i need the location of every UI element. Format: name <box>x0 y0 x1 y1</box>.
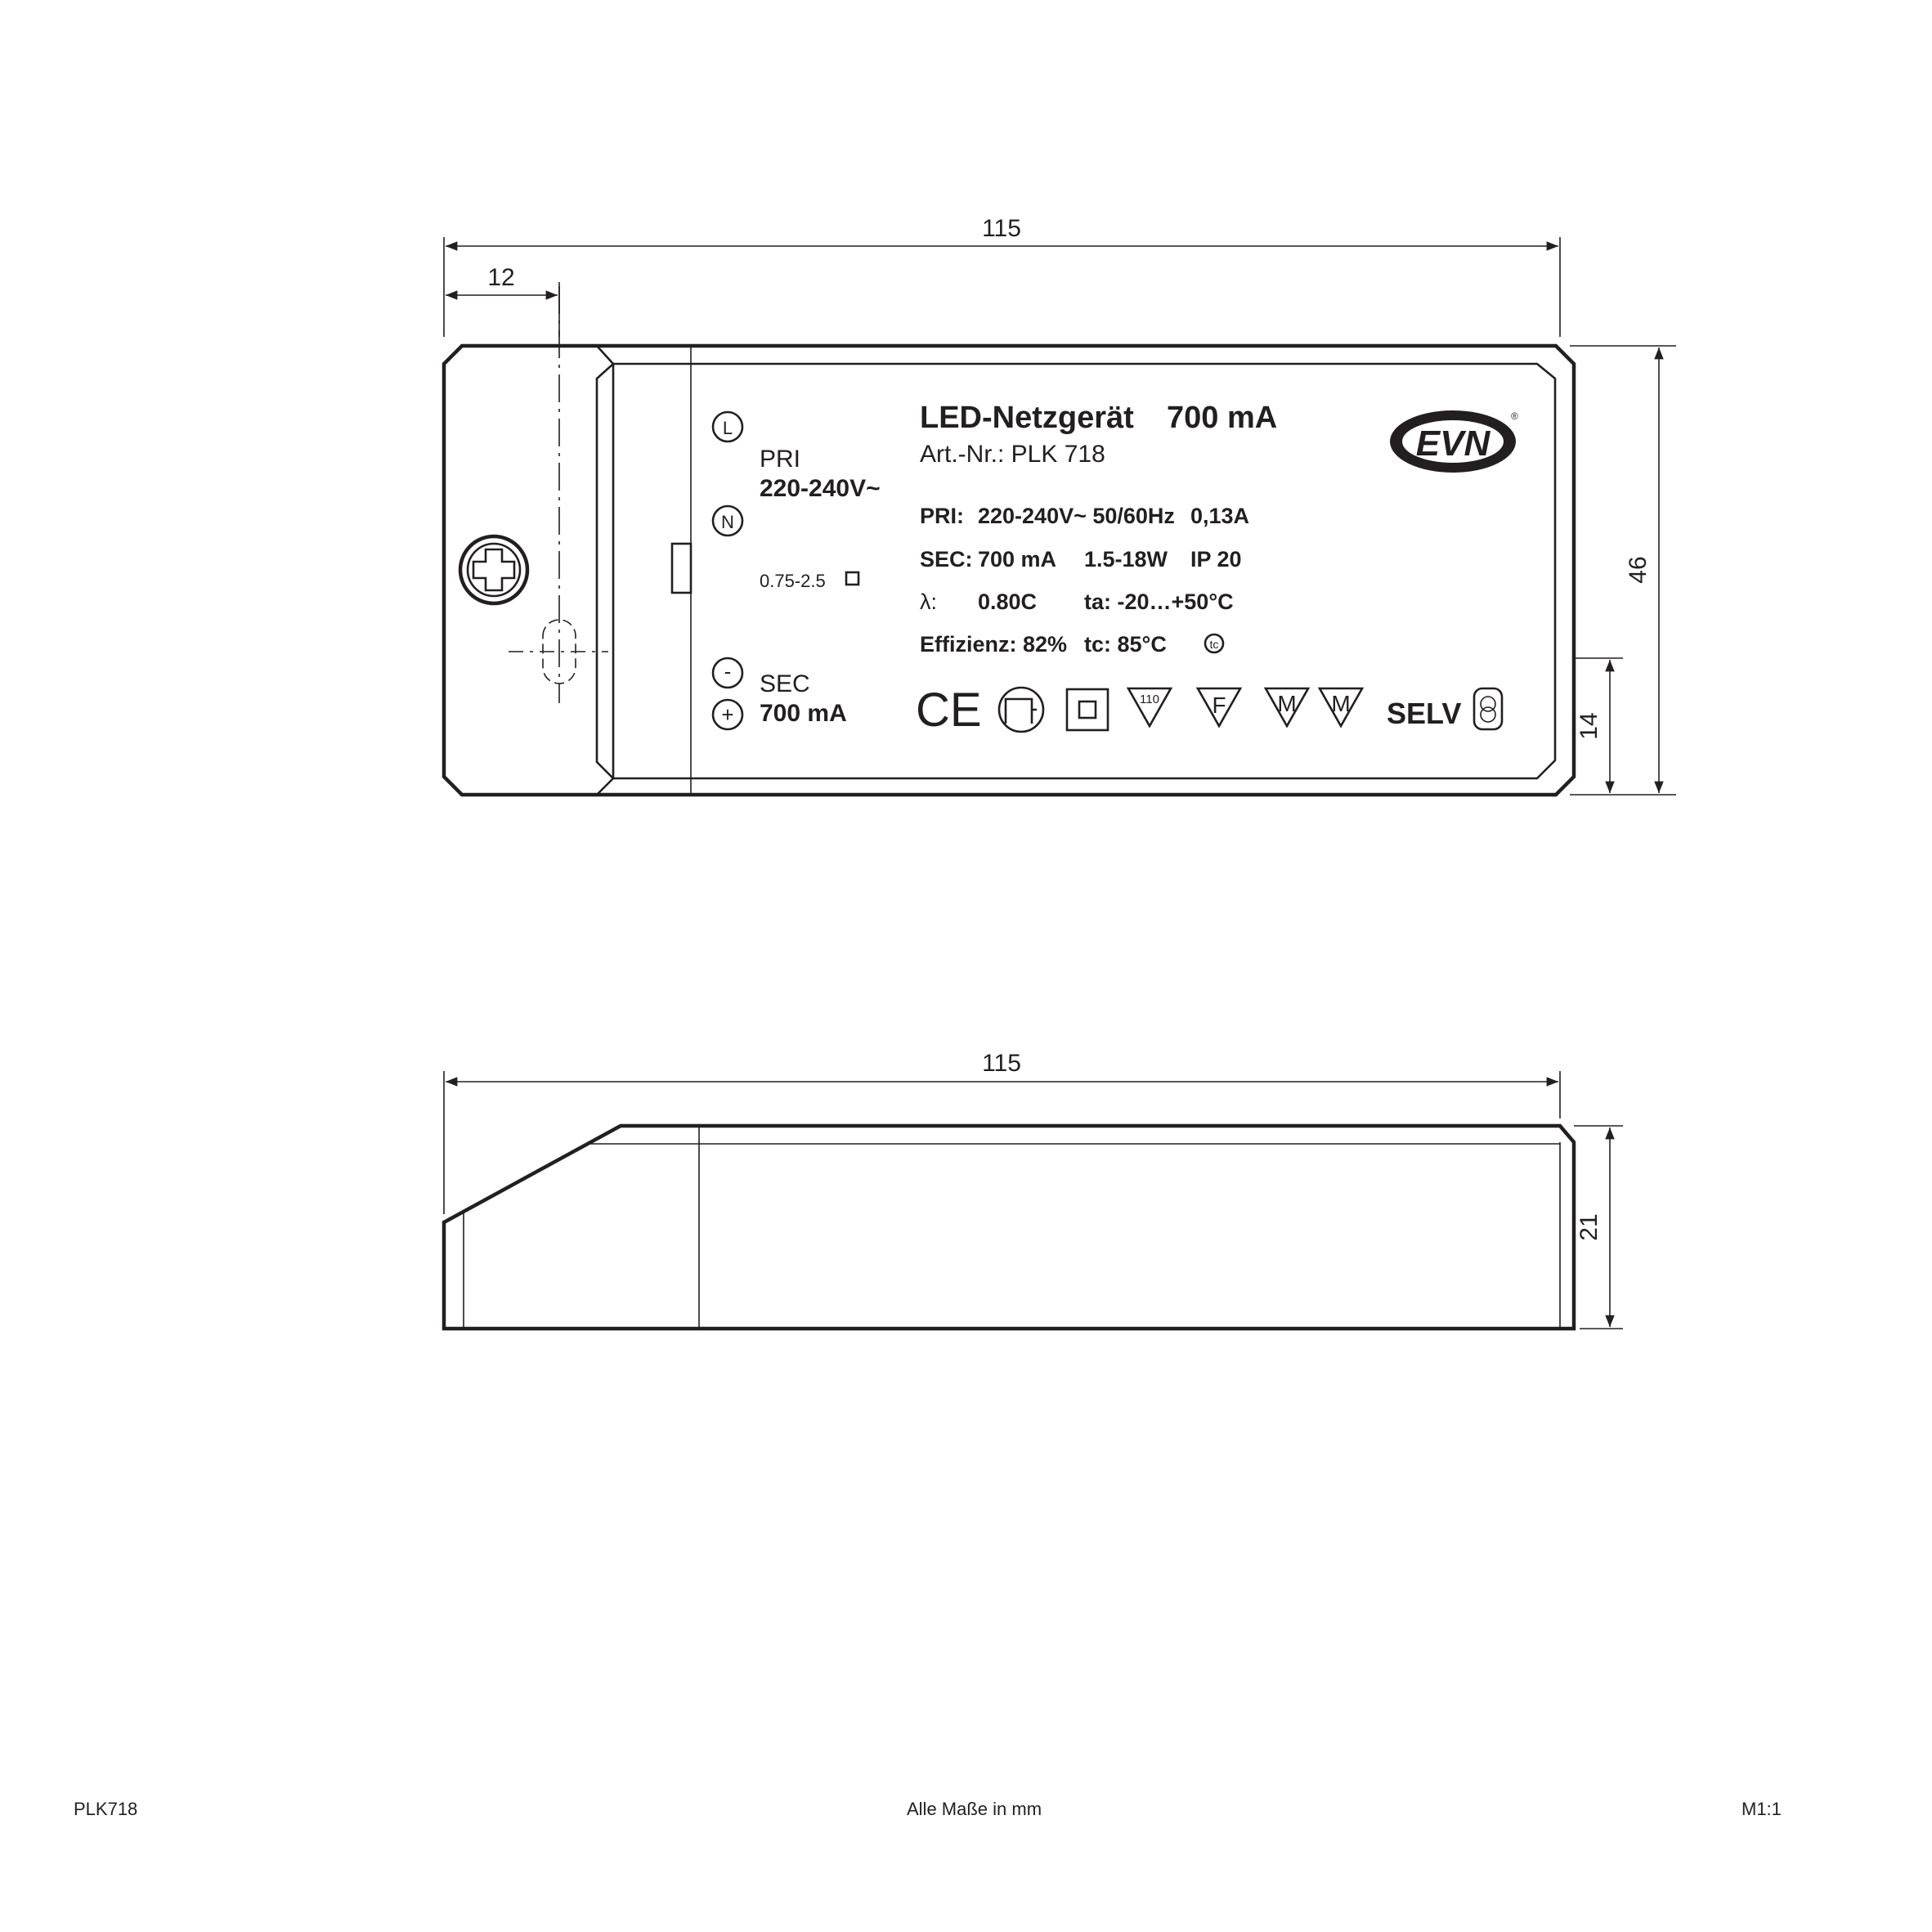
product-title: LED-Netzgerät <box>920 401 1134 435</box>
tc-mark-label: tc <box>1209 638 1219 651</box>
terminal-n <box>713 506 742 536</box>
terminal-minus <box>713 658 742 688</box>
mark-m-label-2: M <box>1331 691 1351 716</box>
footer-article: PLK718 <box>74 1799 138 1819</box>
terminal-minus-label: - <box>724 659 732 684</box>
spec-sec-key: SEC: <box>920 547 973 572</box>
spec-ip-rating: IP 20 <box>1190 547 1242 572</box>
spec-pri-voltage: 220-240V~ 50/60Hz <box>978 504 1175 528</box>
article-number: Art.-Nr.: PLK 718 <box>920 441 1105 468</box>
sec-label: SEC <box>760 670 810 697</box>
evn-logo-icon <box>1390 410 1518 473</box>
spec-lambda-key: λ: <box>920 589 938 614</box>
brand-registered: ® <box>1511 410 1518 422</box>
screw-icon <box>460 536 527 603</box>
product-title-current: 700 mA <box>1167 401 1278 435</box>
terminal-n-label: N <box>721 512 734 532</box>
terminal-l-label: L <box>722 418 733 438</box>
ce-mark-icon: CE <box>916 684 982 737</box>
cable-clamp <box>672 544 691 593</box>
m-mark-icon-2 <box>1320 688 1362 726</box>
brand-name: EVN <box>1415 424 1490 464</box>
end-cap-divider <box>597 346 613 795</box>
sec-current: 700 mA <box>760 700 847 727</box>
spec-pri-current: 0,13A <box>1190 504 1250 528</box>
m-mark-icon-1 <box>1266 688 1308 726</box>
side-view <box>444 1050 1623 1329</box>
terminal-plus <box>713 700 742 729</box>
spec-power-factor: 0.80C <box>978 589 1038 614</box>
terminal-l <box>713 412 742 442</box>
footer-scale: M1:1 <box>1741 1799 1782 1819</box>
f-mark-icon <box>1198 688 1240 726</box>
mark-m-label-1: M <box>1277 691 1297 716</box>
side-dimension-length: 115 <box>982 1050 1021 1077</box>
wire-square-icon <box>846 572 858 585</box>
spec-sec-power: 1.5-18W <box>1084 547 1168 572</box>
dimension-height: 46 <box>1625 556 1652 584</box>
footer-units-note: Alle Maße in mm <box>907 1799 1042 1819</box>
rectifier-mark-icon <box>999 688 1043 732</box>
spec-case-temp: tc: 85°C <box>1084 632 1167 657</box>
spec-efficiency: Effizienz: 82% <box>920 632 1068 657</box>
dimension-offset: 12 <box>487 264 515 291</box>
mark-110-label: 110 <box>1140 693 1159 706</box>
tc-mark-icon <box>1205 634 1223 652</box>
terminal-plus-label: + <box>721 702 734 727</box>
spec-sec-current: 700 mA <box>978 547 1057 572</box>
safety-transformer-icon <box>1474 688 1502 729</box>
dimension-label-height: 14 <box>1576 712 1603 740</box>
double-insulation-icon <box>1067 689 1108 730</box>
side-housing-outline <box>444 1126 1574 1329</box>
side-dimension-height: 21 <box>1576 1213 1603 1241</box>
spec-pri-key: PRI: <box>920 504 964 528</box>
mark-f-label: F <box>1212 693 1226 718</box>
pri-label: PRI <box>760 446 801 473</box>
pri-voltage: 220-240V~ <box>760 475 881 502</box>
temp-110-mark-icon <box>1128 688 1171 726</box>
wire-size: 0.75-2.5 <box>760 571 826 591</box>
dimension-length: 115 <box>982 215 1021 242</box>
spec-ambient-temp: ta: -20…+50°C <box>1084 589 1234 614</box>
selv-mark: SELV <box>1387 697 1462 730</box>
top-view <box>444 215 1676 795</box>
